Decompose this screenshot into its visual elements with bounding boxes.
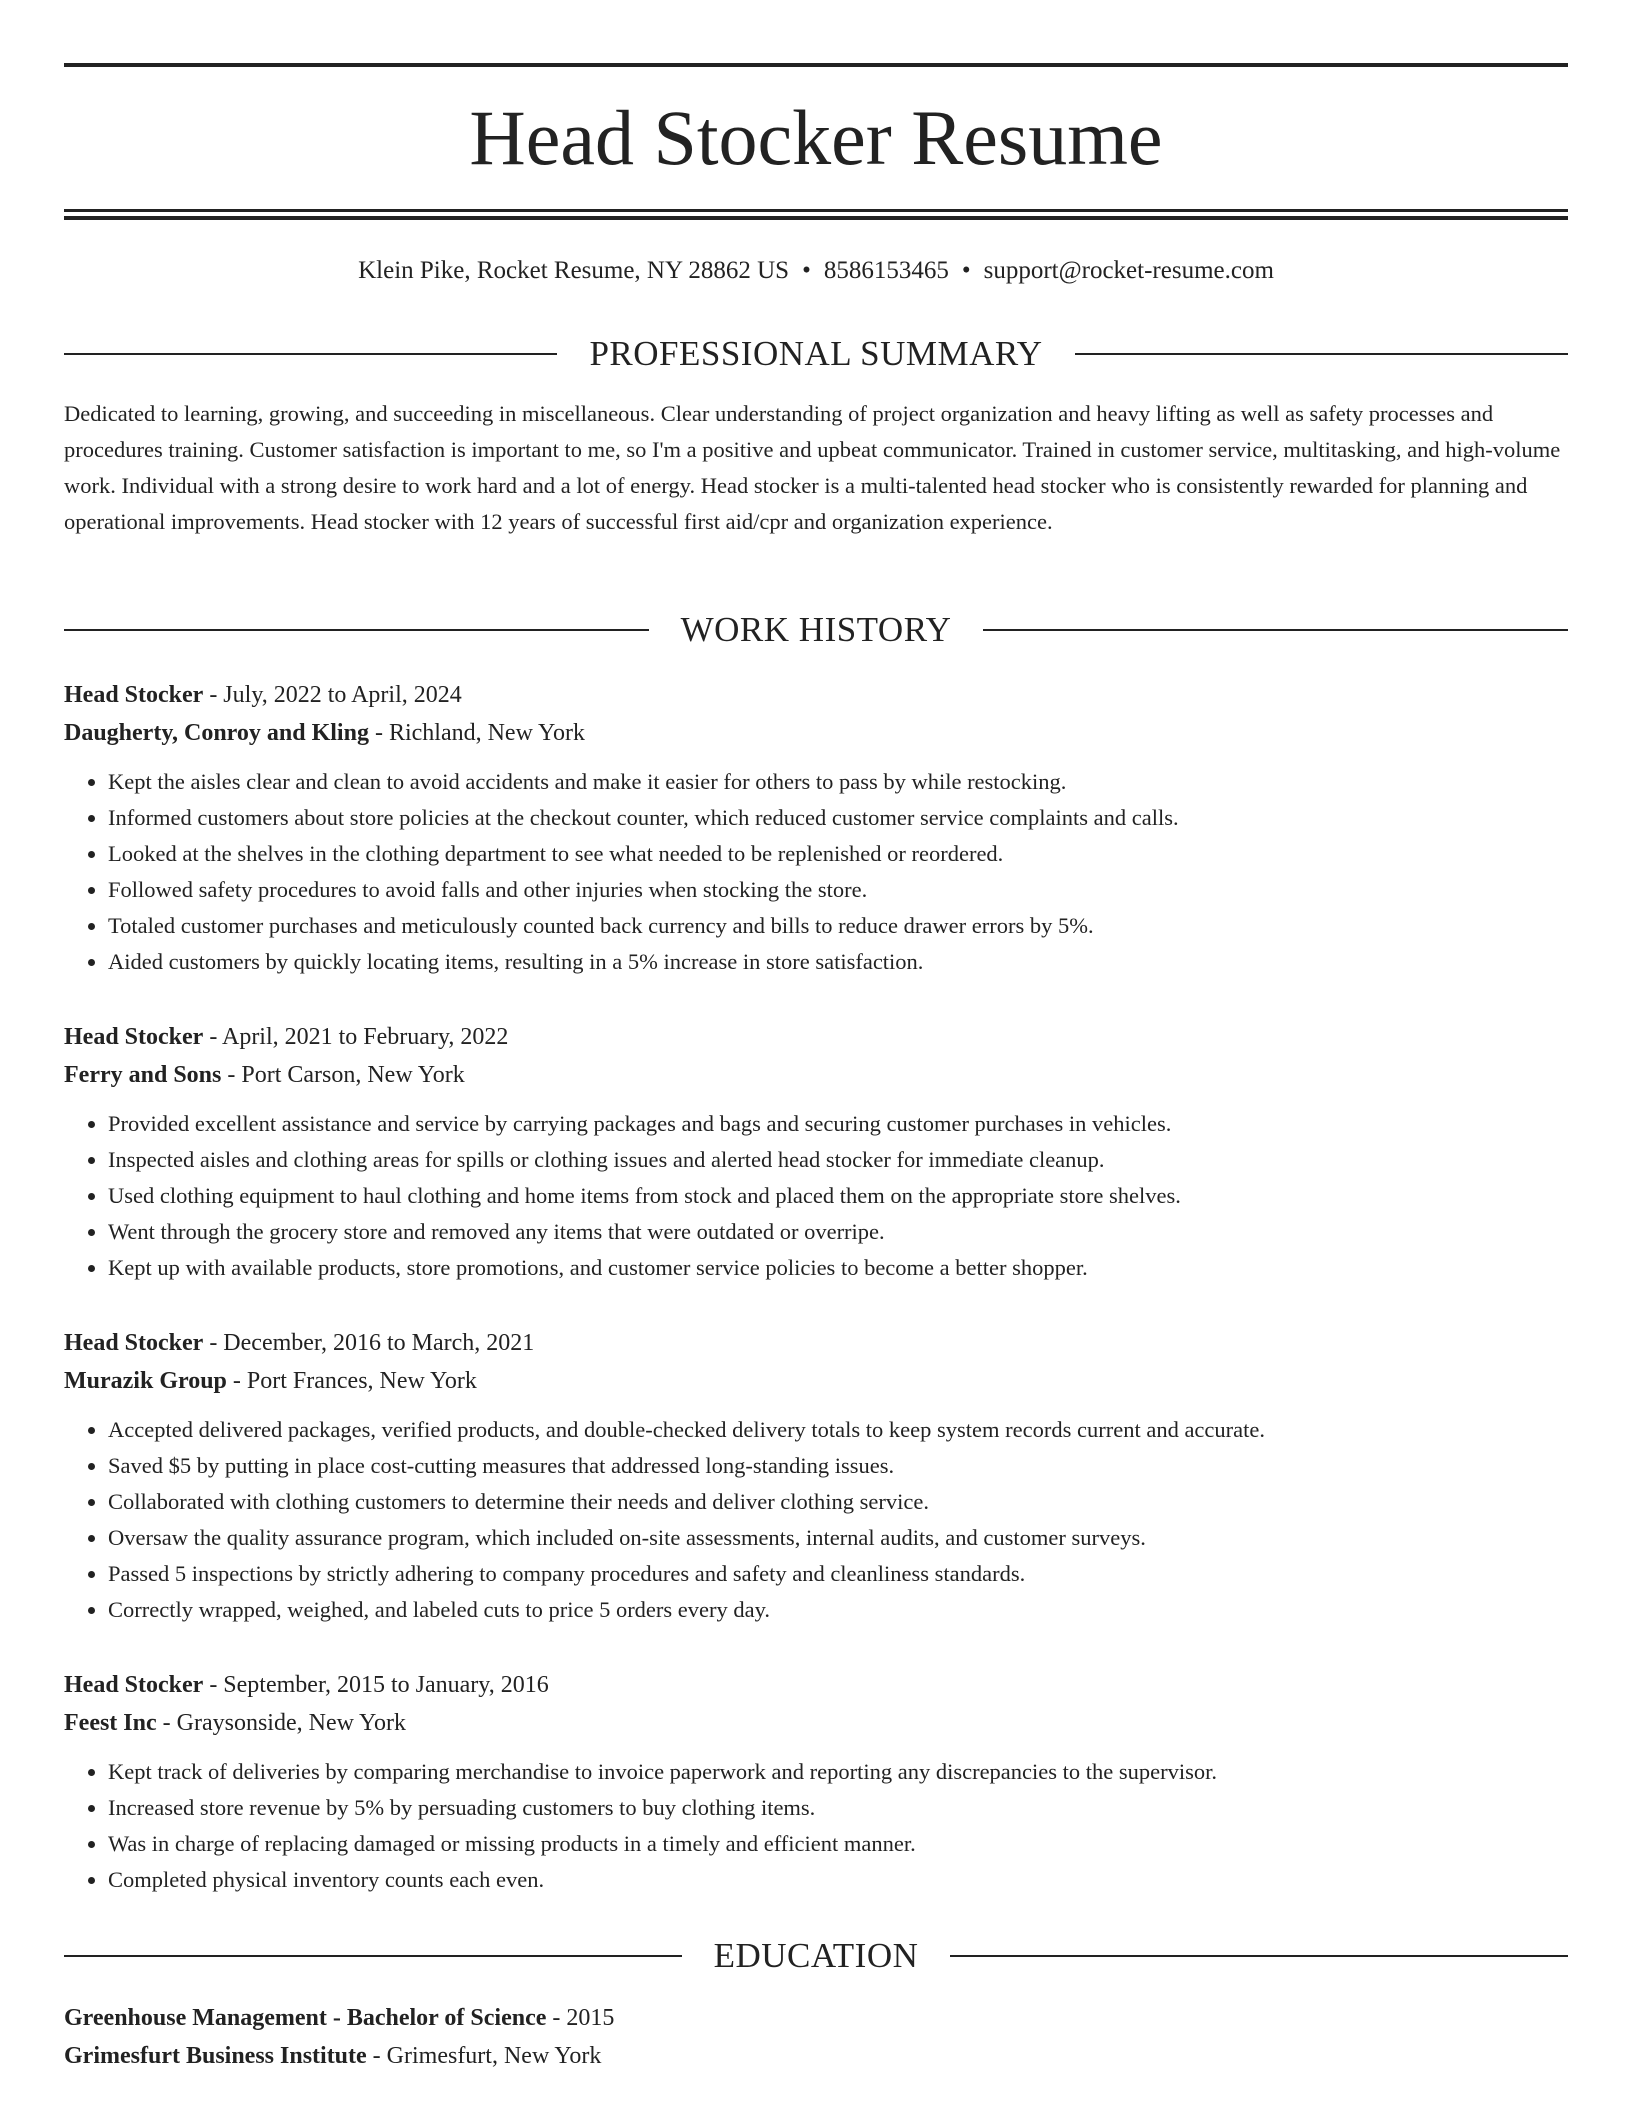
job-title: Head Stocker [64, 682, 204, 708]
job-dates: - April, 2021 to February, 2022 [203, 1024, 509, 1050]
contact-email: support@rocket-resume.com [983, 257, 1274, 284]
duty-item: • Saved $5 by putting in place cost-cutting measures that addressed long-standing issues. [108, 1448, 1568, 1484]
duty-item: • Used clothing equipment to haul clothing and home items from stock and placed them on the appropriate store shelves. [108, 1178, 1568, 1214]
contact-address: Klein Pike, Rocket Resume, NY 28862 US [358, 257, 790, 284]
duty-item: • Accepted delivered packages, verified products, and double-checked delivery totals to keep system records current and accurate. [108, 1412, 1568, 1448]
title-double-rule-lower [64, 216, 1568, 220]
job-title-line [64, 1324, 1568, 1362]
duty-item: • Correctly wrapped, weighed, and labeled cuts to price 5 orders every day. [108, 1592, 1568, 1628]
job-entry [64, 1324, 1568, 1628]
degree-line [64, 1999, 1568, 2037]
job-entry [64, 1018, 1568, 1286]
section-header [64, 330, 1568, 378]
education-section [64, 1932, 1568, 1980]
school-line [64, 2037, 1568, 2075]
duty-item: • Was in charge of replacing damaged or missing products in a timely and efficient manner. [108, 1826, 1568, 1862]
job-location: - Richland, New York [368, 720, 585, 746]
duty-item: • Kept up with available products, store promotions, and customer service policies to become a better shopper. [108, 1250, 1568, 1286]
job-location: - Graysonside, New York [156, 1710, 406, 1736]
section-title: EDUCATION [713, 1936, 919, 1975]
contact-phone: 8586153465 [823, 257, 949, 284]
duty-item: • Provided excellent assistance and service by carrying packages and bags and securing customer purchases in vehicles. [108, 1106, 1568, 1142]
section-header [64, 1932, 1568, 1980]
job-company: Ferry and Sons [64, 1062, 222, 1088]
job-company-line [64, 714, 1568, 752]
degree: Greenhouse Management - Bachelor of Science [64, 2005, 547, 2031]
job-entry [64, 676, 1568, 980]
job-title: Head Stocker [64, 1330, 204, 1356]
duty-list [64, 1106, 1568, 1286]
school: Grimesfurt Business Institute [64, 2043, 367, 2069]
job-location: - Port Frances, New York [226, 1368, 477, 1394]
section-title: WORK HISTORY [680, 610, 952, 649]
duty-item: • Looked at the shelves in the clothing department to see what needed to be replenished or reordered. [108, 836, 1568, 872]
section-title: PROFESSIONAL SUMMARY [589, 334, 1043, 373]
job-company-line [64, 1362, 1568, 1400]
job-dates: - September, 2015 to January, 2016 [203, 1672, 549, 1698]
duty-list [64, 764, 1568, 980]
duty-item: • Kept the aisles clear and clean to avoid accidents and make it easier for others to pass by while restocking. [108, 764, 1568, 800]
work-history-section [64, 606, 1568, 654]
contact-line [64, 253, 1568, 289]
summary-section [64, 330, 1568, 378]
education-entry [64, 1999, 1568, 2075]
duty-item: • Increased store revenue by 5% by persuading customers to buy clothing items. [108, 1790, 1568, 1826]
section-rule-right [1075, 353, 1568, 355]
job-title: Head Stocker [64, 1672, 204, 1698]
job-dates: - July, 2022 to April, 2024 [203, 682, 462, 708]
contact-separator: • [802, 257, 811, 284]
title-double-rule-upper [64, 209, 1568, 212]
duty-item: • Completed physical inventory counts each even. [108, 1862, 1568, 1898]
section-header [64, 606, 1568, 654]
duty-item: • Went through the grocery store and removed any items that were outdated or overripe. [108, 1214, 1568, 1250]
top-rule [64, 63, 1568, 67]
job-company-line [64, 1056, 1568, 1094]
job-company: Daugherty, Conroy and Kling [64, 720, 369, 746]
job-title-line [64, 676, 1568, 714]
section-rule-right [983, 629, 1568, 631]
job-title-line [64, 1666, 1568, 1704]
school-location: - Grimesfurt, New York [366, 2043, 602, 2069]
duty-item: • Passed 5 inspections by strictly adhering to company procedures and safety and cleanliness standards. [108, 1556, 1568, 1592]
duty-item: • Totaled customer purchases and meticulously counted back currency and bills to reduce drawer errors by 5%. [108, 908, 1568, 944]
resume-title: Head Stocker Resume [469, 94, 1163, 181]
summary-text: Dedicated to learning, growing, and succeeding in miscellaneous. Clear understanding of project organization and heavy lifting as well as safety processes and procedures training. Customer satisfaction is important to me, so I'm a positive and upbeat communicator. Trained in customer service, multitasking, and high-volume work. Individual with a strong desire to work hard and a lot of energy. Head stocker is a multi-talented head stocker who is consistently rewarded for planning and operational improvements. Head stocker with 12 years of successful first aid/cpr and organization experience. [64, 401, 1561, 534]
duty-item: • Oversaw the quality assurance program, which included on-site assessments, internal audits, and customer surveys. [108, 1520, 1568, 1556]
duty-item: • Aided customers by quickly locating items, resulting in a 5% increase in store satisfaction. [108, 944, 1568, 980]
job-entry [64, 1666, 1568, 1898]
job-title-line [64, 1018, 1568, 1056]
job-company: Feest Inc [64, 1710, 157, 1736]
contact-separator: • [961, 257, 971, 284]
duty-item: • Collaborated with clothing customers to determine their needs and deliver clothing service. [108, 1484, 1568, 1520]
job-company-line [64, 1704, 1568, 1742]
duty-item: • Kept track of deliveries by comparing merchandise to invoice paperwork and reporting any discrepancies to the supervisor. [108, 1754, 1568, 1790]
job-company: Murazik Group [64, 1368, 227, 1394]
duty-item: • Followed safety procedures to avoid falls and other injuries when stocking the store. [108, 872, 1568, 908]
section-rule-left [64, 1955, 682, 1957]
duty-item: • Informed customers about store policies at the checkout counter, which reduced customer service complaints and calls. [108, 800, 1568, 836]
section-rule-left [64, 353, 557, 355]
job-location: - Port Carson, New York [221, 1062, 465, 1088]
duty-list [64, 1754, 1568, 1898]
job-title: Head Stocker [64, 1024, 204, 1050]
section-rule-left [64, 629, 649, 631]
section-rule-right [950, 1955, 1568, 1957]
duty-list [64, 1412, 1568, 1628]
graduation-year: - 2015 [546, 2005, 615, 2031]
duty-item: • Inspected aisles and clothing areas for spills or clothing issues and alerted head stocker for immediate cleanup. [108, 1142, 1568, 1178]
job-dates: - December, 2016 to March, 2021 [203, 1330, 535, 1356]
